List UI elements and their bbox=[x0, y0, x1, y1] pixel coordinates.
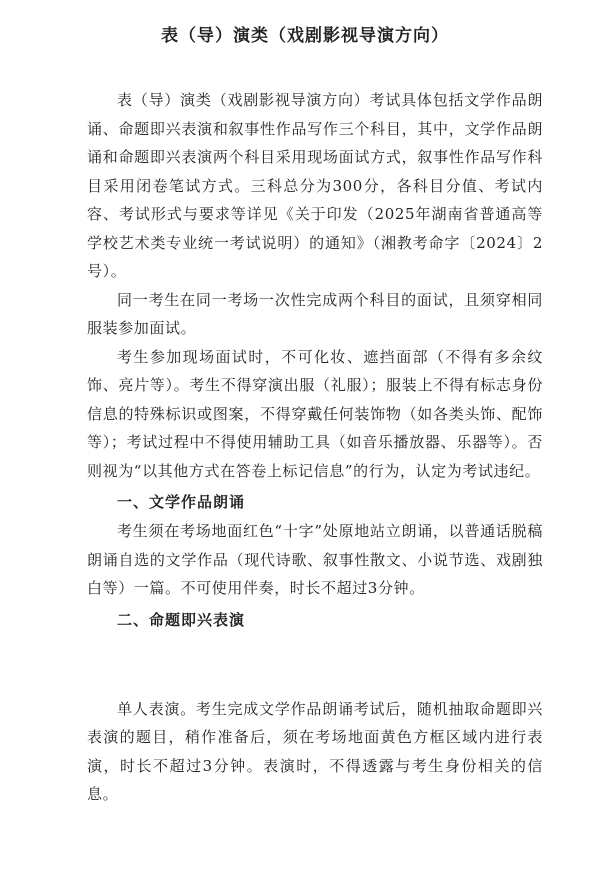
interview-rules-paragraph: 考生参加现场面试时，不可化妆、遮挡面部（不得有多余纹饰、亮片等）。考生不得穿演出服（礼服）；服装上不得有标志身份信息的特殊标识或图案，不得穿戴任何装饰物（如各类头饰、配饰等）；考试过程中不得使用辅助工具（如音乐播放器、乐器等）。否则视为“以其他方式在答卷上标记信息”的行为，认定为考试违纪。 bbox=[87, 347, 543, 480]
same-clothing-paragraph: 同一考生在同一考场一次性完成两个科目的面试，且须穿相同服装参加面试。 bbox=[87, 290, 543, 337]
section-heading-improvisation: 二、命题即兴表演 bbox=[117, 610, 246, 629]
blank-space bbox=[87, 635, 543, 695]
document-title: 表（导）演类（戏剧影视导演方向） bbox=[161, 26, 449, 46]
section-text-recitation: 考生须在考场地面红色“十字”处原地站立朗诵，以普通话脱稿朗诵自选的文学作品（现代诗歌、叙事性散文、小说节选、戏剧独白等）一篇。不可使用伴奏，时长不超过3分钟。 bbox=[87, 522, 543, 597]
intro-paragraph: 表（导）演类（戏剧影视导演方向）考试具体包括文学作品朗诵、命题即兴表演和叙事性作品写作三个科目，其中，文学作品朗诵和命题即兴表演两个科目采用现场面试方式，叙事性作品写作科目采用闭卷笔试方式。三科总分为300分，各科目分值、考试内容、考试形式与要求等详见《关于印发（2025年湖南省普通高等学校艺术类专业统一考试说明）的通知》（湘教考命字〔2024〕2号）。 bbox=[87, 91, 543, 280]
section-text-improvisation: 单人表演。考生完成文学作品朗诵考试后，随机抽取命题即兴表演的题目，稍作准备后，须在考场地面黄色方框区域内进行表演，时长不超过3分钟。表演时，不得透露与考生身份相关的信息。 bbox=[87, 699, 543, 803]
section-heading-recitation: 一、文学作品朗诵 bbox=[117, 493, 246, 511]
